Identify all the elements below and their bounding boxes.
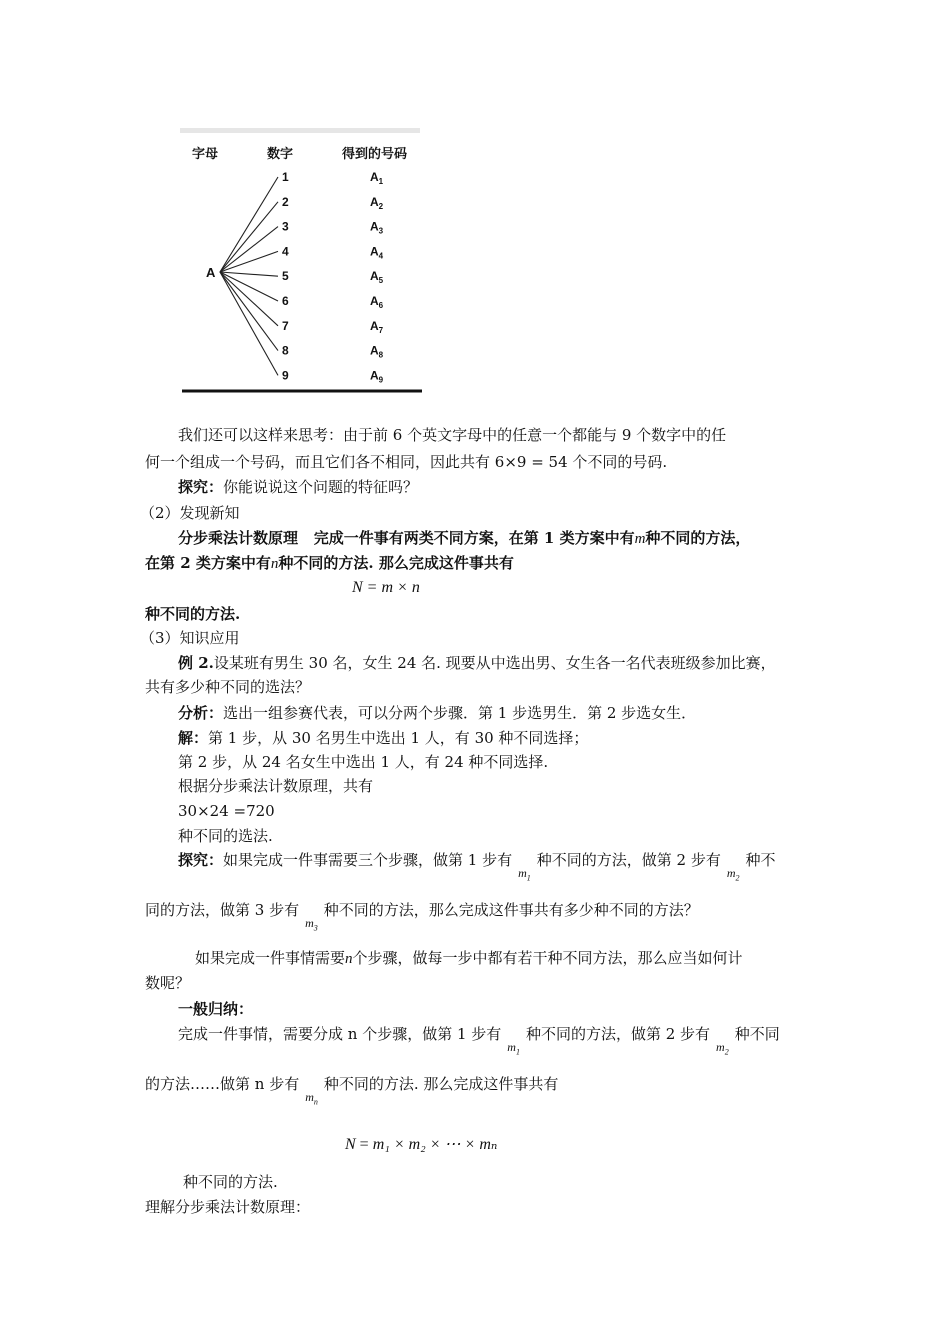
general-text-b: 种不同的方法，做第 2 步有	[525, 1025, 711, 1043]
general-line2	[145, 1074, 559, 1107]
digit-label: 7	[282, 318, 289, 333]
digit-label: 6	[282, 294, 289, 308]
digit-label: 3	[282, 219, 289, 234]
solution-calc: 30×24 =720	[178, 802, 275, 820]
explore2-text-e: 种不同的方法，那么完成这件事共有多少种不同的方法？	[323, 901, 699, 919]
example-label: 例 2.	[178, 654, 214, 672]
example-line1	[178, 653, 776, 673]
example-text1: 设某班有男生 30 名，女生 24 名. 现要从中选出男、女生各一名代表班级参加比赛，	[213, 654, 776, 672]
para-n-text-a: 如果完成一件事情需要	[195, 949, 346, 967]
explore2-line1	[178, 850, 776, 883]
code-label: $A_7$	[370, 318, 384, 335]
branch-line	[220, 272, 278, 351]
principle-formula: N = m × n	[352, 579, 420, 596]
code-label: $A_6$	[370, 294, 384, 310]
general-text-d: 的方法……做第 n 步有	[145, 1075, 300, 1093]
understand-heading: 理解分步乘法计数原理：	[145, 1198, 311, 1216]
code-label: $A_9$	[370, 368, 384, 385]
general-formula	[345, 1135, 497, 1155]
general-text-a: 完成一件事情，需要分成 n 个步骤，做第 1 步有	[178, 1025, 502, 1043]
para-n-var: n	[345, 951, 353, 967]
digit-label: 8	[282, 343, 289, 358]
formula-eq: =	[359, 1136, 369, 1153]
general-text-e: 种不同的方法. 那么完成这件事共有	[323, 1075, 559, 1093]
para1-line2: 何一个组成一个号码，而且它们各不相同，因此共有 6×9 = 54 个不同的号码.	[145, 453, 668, 471]
explore2-line2	[145, 900, 699, 933]
header-letter: 字母	[192, 146, 219, 161]
explore1-text: 你能说说这个问题的特征吗？	[223, 478, 419, 496]
var-m1: $m_1$	[518, 866, 531, 883]
section-2-heading: （2）发现新知	[140, 504, 240, 522]
principle-text-b: 种不同的方法，	[645, 529, 751, 547]
example-line2: 共有多少种不同的选法？	[145, 678, 311, 696]
para-n-line1	[195, 948, 743, 969]
formula-body: m₁ × m₂ × ⋯ × mₙ	[372, 1136, 498, 1153]
branch-line	[220, 272, 278, 326]
principle-line2	[145, 553, 514, 574]
digit-label: 4	[282, 244, 289, 259]
solution-step2: 第 2 步，从 24 名女生中选出 1 人，有 24 种不同选择.	[178, 753, 549, 771]
var-m2: $m_2$	[726, 866, 740, 883]
var-m3: $m_3$	[305, 916, 318, 933]
analysis-text: 选出一组参赛代表，可以分两个步骤．第 1 步选男生．第 2 步选女生．	[223, 704, 697, 722]
general-var-m1: $m_1$	[507, 1040, 520, 1057]
solution-step3: 根据分步乘法计数原理，共有	[178, 777, 374, 795]
digit-column	[282, 170, 289, 382]
digit-label: 1	[282, 170, 289, 184]
principle-line1	[178, 528, 750, 549]
solution-end: 种不同的选法.	[178, 827, 273, 845]
principle-text-a: 完成一件事有两类不同方案，在第 1 类方案中有	[313, 529, 635, 547]
general-var-mn: $m_n$	[305, 1090, 318, 1107]
explore2-label: 探究：	[178, 851, 224, 869]
principle-tail: 种不同的方法.	[145, 605, 241, 623]
code-label: $A_1$	[370, 170, 384, 186]
header-digit: 数字	[267, 146, 294, 161]
general-var-m2: $m_2$	[716, 1040, 729, 1057]
principle-var-m: m	[634, 531, 646, 547]
solution-step1	[178, 728, 588, 748]
tree-diagram	[170, 122, 430, 402]
explore2-text-b: 种不同的方法，做第 2 步有	[536, 851, 721, 869]
code-column	[370, 170, 384, 384]
code-label: $A_5$	[370, 269, 384, 286]
formula-N: N	[345, 1136, 356, 1153]
branch-line	[220, 177, 278, 272]
digit-label: 9	[282, 368, 289, 383]
general-text-c: 种不同	[734, 1025, 780, 1043]
branch-line	[220, 272, 278, 375]
explore2-text-d: 同的方法，做第 3 步有	[145, 901, 300, 919]
para-n-line2: 数呢？	[145, 974, 191, 992]
digit-label: 2	[282, 194, 289, 209]
explore1	[178, 477, 418, 497]
principle-line2-a: 在第 2 类方案中有	[145, 554, 271, 572]
code-label: $A_2$	[370, 194, 384, 211]
explore2-text-a: 如果完成一件事需要三个步骤，做第 1 步有	[223, 851, 513, 869]
branch-line	[220, 272, 278, 276]
analysis-label: 分析：	[178, 704, 224, 722]
section-3-heading: （3）知识应用	[140, 629, 240, 647]
solution-label: 解：	[178, 729, 209, 747]
header-code: 得到的号码	[342, 146, 408, 161]
principle-var-n: n	[270, 556, 279, 572]
branch-line	[220, 227, 278, 272]
root-node-label: A	[206, 265, 216, 280]
branch-lines	[220, 177, 278, 375]
general-line1	[178, 1024, 780, 1057]
code-label: $A_3$	[370, 219, 384, 236]
para-n-text-b: 个步骤，做每一步中都有若干种不同方法，那么应当如何计	[352, 949, 743, 967]
digit-label: 5	[282, 269, 289, 284]
solution-step1-text: 第 1 步，从 30 名男生中选出 1 人，有 30 种不同选择；	[208, 729, 589, 747]
principle-line2-b: 种不同的方法. 那么完成这件事共有	[278, 554, 514, 572]
general-label: 一般归纳：	[178, 1000, 254, 1018]
analysis	[178, 703, 696, 723]
principle-title: 分步乘法计数原理	[178, 529, 299, 547]
explore1-label: 探究：	[178, 478, 224, 496]
general-tail: 种不同的方法.	[183, 1173, 278, 1191]
para1-line1: 我们还可以这样来思考：由于前 6 个英文字母中的任意一个都能与 9 个数字中的任	[178, 426, 727, 444]
code-label: $A_8$	[370, 343, 384, 360]
explore2-text-c: 种不	[745, 851, 776, 869]
code-label: $A_4$	[370, 244, 384, 261]
